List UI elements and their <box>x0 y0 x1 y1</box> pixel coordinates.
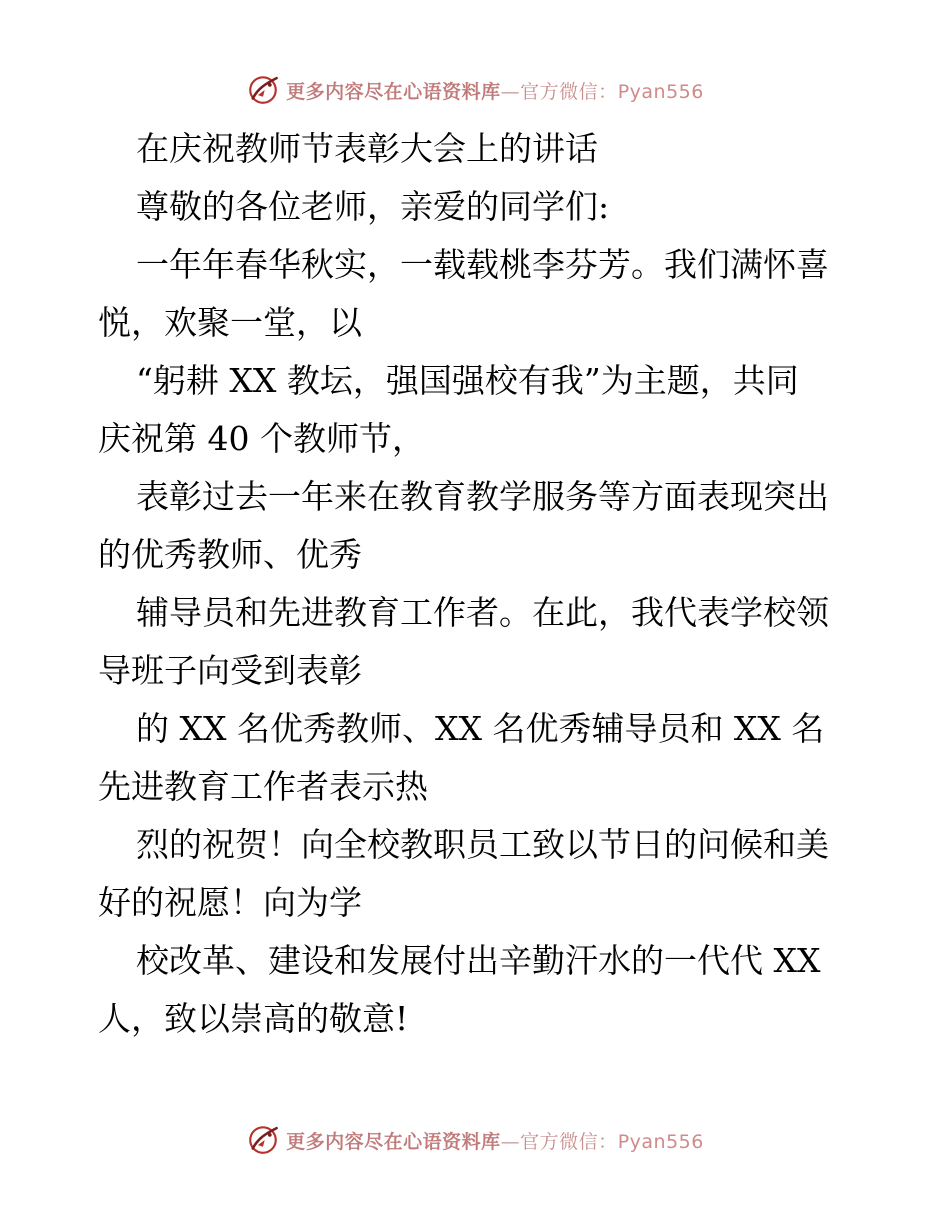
paragraph-line: “躬耕 XX 教坛，强国强校有我”为主题，共同 <box>136 361 799 400</box>
paragraph-line: 悦，欢聚一堂，以 <box>98 303 362 342</box>
paragraph-line: 校改革、建设和发展付出辛勤汗水的一代代 XX <box>136 941 821 980</box>
watermark-tail: 官方微信： <box>520 1130 618 1153</box>
watermark-lead: 更多内容尽在心语资料库 <box>286 80 501 103</box>
paragraph-line: 的 XX 名优秀教师、XX 名优秀辅导员和 XX 名 <box>136 709 825 748</box>
salutation: 尊敬的各位老师，亲爱的同学们: <box>136 187 610 226</box>
paragraph-line: 辅导员和先进教育工作者。在此，我代表学校领 <box>136 593 829 632</box>
paragraph-line: 先进教育工作者表示热 <box>98 767 428 806</box>
paragraph-line: 一年年春华秋实，一载载桃李芬芳。我们满怀喜 <box>136 245 829 284</box>
watermark-dash: — <box>500 1130 521 1153</box>
watermark-tail: 官方微信： <box>520 80 618 103</box>
paragraph-line: 表彰过去一年来在教育教学服务等方面表现突出 <box>136 477 829 516</box>
watermark-text <box>286 1127 704 1154</box>
paragraph-line: 烈的祝贺！向全校教职员工致以节日的问候和美 <box>136 825 829 864</box>
watermark-dash: — <box>500 80 521 103</box>
document-body <box>98 120 858 1048</box>
paragraph-line: 庆祝第 40 个教师节， <box>98 419 425 458</box>
watermark-wechat-id: Pyan556 <box>617 80 704 103</box>
watermark-wechat-id: Pyan556 <box>617 1130 704 1153</box>
watermark-text <box>286 77 704 104</box>
paragraph-line: 好的祝愿！向为学 <box>98 883 362 922</box>
watermark-banner-bottom <box>0 1120 950 1160</box>
paragraph-line: 导班子向受到表彰 <box>98 651 362 690</box>
paragraph-line: 人，致以崇高的敬意! <box>98 999 409 1038</box>
watermark-banner-top <box>0 70 950 110</box>
watermark-lead: 更多内容尽在心语资料库 <box>286 1130 501 1153</box>
logo-icon <box>246 73 280 107</box>
logo-icon <box>246 1123 280 1157</box>
paragraph-line: 的优秀教师、优秀 <box>98 535 362 574</box>
document-title: 在庆祝教师节表彰大会上的讲话 <box>136 129 598 168</box>
